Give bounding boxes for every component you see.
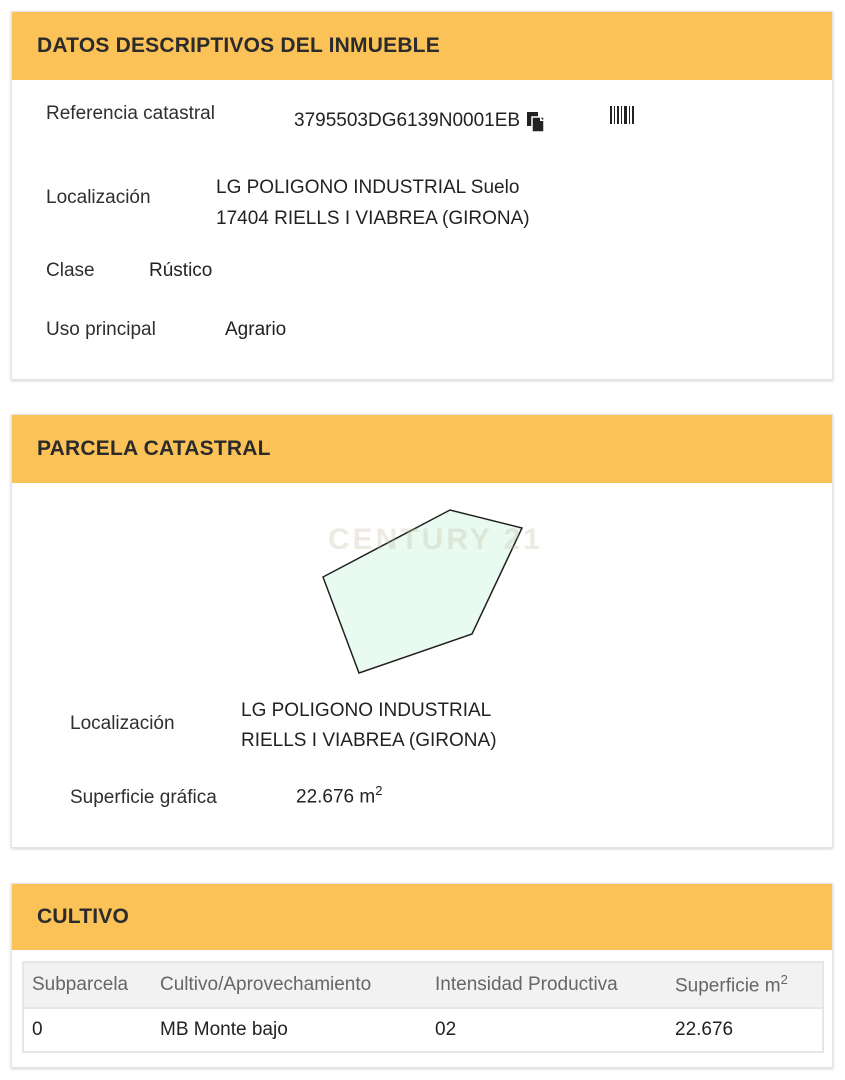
localizacion-line-1: LG POLIGONO INDUSTRIAL Suelo: [216, 177, 520, 198]
col-cultivo: Cultivo/Aprovechamiento: [152, 962, 427, 1008]
col-superficie: Superficie $m^2$: [667, 962, 823, 1008]
cell-intensidad: 02: [435, 1019, 457, 1040]
datos-descriptivos-title: DATOS DESCRIPTIVOS DEL INMUEBLE: [12, 12, 832, 80]
table-row: [23, 1008, 823, 1052]
datos-descriptivos-panel: [11, 11, 833, 380]
localizacion-row: [46, 187, 151, 209]
cell-subparcela: 0: [32, 1019, 43, 1040]
century21-watermark: CENTURY 21: [328, 523, 544, 556]
superficie-label: Superficie gráfica: [70, 787, 217, 808]
ref-catastral-row: [46, 103, 215, 125]
clase-value-row: [149, 260, 212, 282]
parcel-map[interactable]: [12, 483, 834, 683]
ref-catastral-value[interactable]: 3795503DG6139N0001EB: [294, 110, 521, 131]
parcela-localizacion-value: [241, 696, 497, 756]
parcela-catastral-title: PARCELA CATASTRAL: [12, 415, 832, 483]
ref-catastral-value-row: [294, 110, 542, 132]
localizacion-line-2: 17404 RIELLS I VIABREA (GIRONA): [216, 208, 530, 229]
cultivo-table: [22, 961, 824, 1053]
parcela-catastral-panel: [11, 414, 833, 848]
cell-cultivo: MB Monte bajo: [160, 1019, 288, 1040]
clase-label: Clase: [46, 260, 95, 281]
cell-superficie: 22.676: [675, 1019, 734, 1040]
localizacion-value: [216, 172, 530, 234]
superficie-value-row: [296, 783, 382, 808]
superficie-exponent: 2: [375, 783, 383, 798]
uso-value-row: [225, 319, 286, 341]
uso-value: Agrario: [225, 319, 287, 340]
parcela-localizacion-line-2: RIELLS I VIABREA (GIRONA): [241, 730, 497, 751]
clase-row: [46, 260, 95, 282]
col-superficie-exponent: 2: [780, 972, 788, 988]
parcela-localizacion-label: Localización: [70, 713, 175, 734]
copy-icon[interactable]: [526, 111, 542, 131]
col-intensidad: Intensidad Productiva: [427, 962, 667, 1008]
uso-label: Uso principal: [46, 319, 156, 340]
superficie-value: 22.676 $m^2$: [296, 783, 383, 808]
ref-catastral-label: Referencia catastral: [46, 103, 215, 124]
barcode-icon[interactable]: [610, 106, 634, 124]
col-subparcela: Subparcela: [23, 962, 152, 1008]
barcode-button[interactable]: [610, 106, 634, 124]
parcela-localizacion-line-1: LG POLIGONO INDUSTRIAL: [241, 700, 492, 721]
localizacion-label: Localización: [46, 187, 151, 208]
cultivo-title: CULTIVO: [12, 884, 832, 950]
cultivo-panel: [11, 883, 833, 1068]
superficie-row: [70, 787, 217, 809]
cultivo-header-row: [23, 962, 823, 1008]
clase-value: Rústico: [149, 260, 213, 281]
uso-row: [46, 319, 156, 341]
parcela-localizacion-row: [70, 713, 175, 735]
parcel-shape-svg: [12, 483, 834, 683]
